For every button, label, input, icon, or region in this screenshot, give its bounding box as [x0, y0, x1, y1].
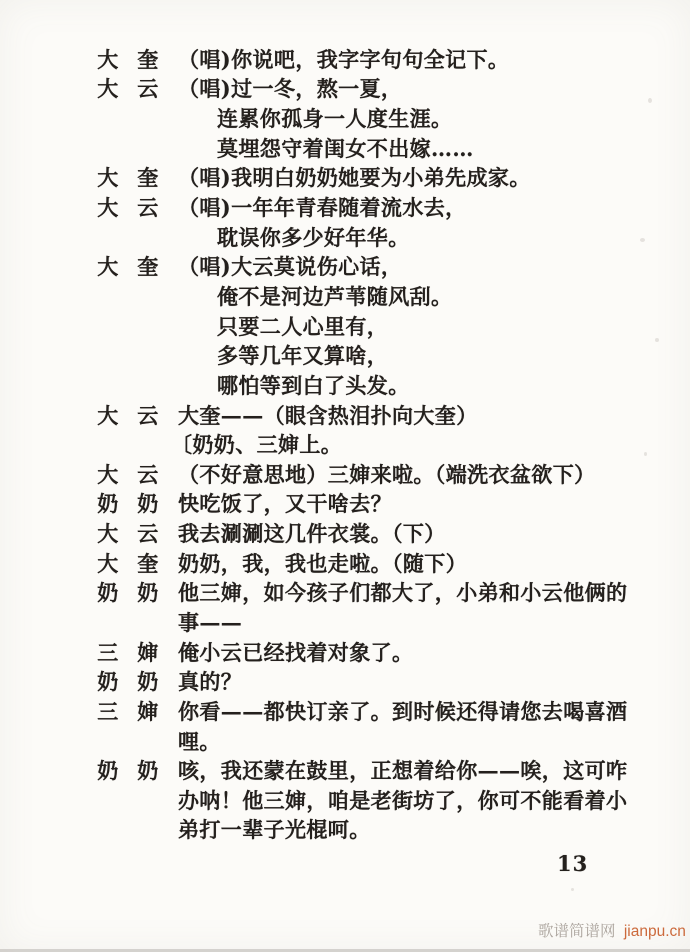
- script-line: [97, 815, 657, 845]
- speaker-name-char1: 大: [97, 195, 119, 221]
- speaker-name: [97, 548, 178, 578]
- script-line: [97, 370, 657, 400]
- line-text: 俺小云已经找着对象了。: [178, 639, 414, 665]
- script-line: [97, 311, 657, 341]
- line-text: 俺不是河边芦苇随风刮。: [217, 283, 453, 309]
- line-text: 奶奶，我，我也走啦。（随下）: [178, 550, 468, 576]
- speaker-name-char2: 婶: [137, 698, 159, 724]
- line-text: 〔奶奶、三婶上。: [171, 432, 343, 458]
- script-line: [97, 192, 657, 222]
- speaker-name: [97, 488, 178, 518]
- speaker-name: [97, 400, 178, 430]
- script-line: [97, 103, 657, 133]
- script-line: [97, 459, 657, 489]
- speaker-name-char2: 云: [137, 461, 159, 487]
- speaker-name: [97, 666, 178, 696]
- line-text: 大奎——（眼含热泪扑向大奎）: [178, 402, 478, 428]
- line-text: （唱)过一冬，熬一夏，: [178, 76, 403, 102]
- script-line: [97, 222, 657, 252]
- speaker-name: [97, 44, 178, 74]
- speaker-name-char2: 奶: [137, 491, 159, 517]
- watermark-site-url: jianpu.cn: [623, 923, 686, 940]
- script-line: [97, 666, 657, 696]
- script-line: [97, 637, 657, 667]
- speaker-name-char2: 奶: [137, 580, 159, 606]
- line-text: （唱)我明白奶奶她要为小弟先成家。: [178, 165, 531, 191]
- scan-speck: [640, 238, 645, 242]
- scan-speck: [571, 888, 574, 891]
- line-text: 弟打一辈子光棍呵。: [178, 817, 371, 843]
- speaker-name-char1: 大: [97, 76, 119, 102]
- scan-speck: [655, 338, 659, 342]
- line-text: （唱)你说吧，我字字句句全记下。: [178, 46, 510, 72]
- script-line: [97, 785, 657, 815]
- line-text: 哪怕等到白了头发。: [217, 372, 410, 398]
- speaker-name: [97, 73, 178, 103]
- line-text: （唱)一年年青春随着流水去，: [178, 195, 467, 221]
- script-line: [97, 489, 657, 519]
- speaker-name-char1: 奶: [97, 669, 119, 695]
- speaker-name: [97, 637, 178, 667]
- line-text: 多等几年又算啥，: [217, 343, 389, 369]
- speaker-name-char2: 奶: [137, 758, 159, 784]
- scan-speck: [644, 452, 647, 456]
- script-line: [97, 400, 657, 430]
- speaker-name-char2: 婶: [137, 639, 159, 665]
- speaker-name-char1: 三: [97, 639, 119, 665]
- script-line: [97, 44, 657, 74]
- speaker-name-char1: 大: [97, 550, 119, 576]
- script-line: [97, 578, 657, 608]
- line-text: 只要二人心里有，: [217, 313, 389, 339]
- script-line: [97, 429, 657, 459]
- script-line: [97, 281, 657, 311]
- line-text: 莫埋怨守着闺女不出嫁……: [217, 135, 474, 161]
- speaker-name-char1: 三: [97, 698, 119, 724]
- script-line: [97, 251, 657, 281]
- speaker-name: [97, 162, 178, 192]
- script-line: [97, 726, 657, 756]
- speaker-name-char2: 奎: [137, 550, 159, 576]
- speaker-name: [97, 518, 178, 548]
- speaker-name-char2: 奎: [137, 46, 159, 72]
- script-line: [97, 755, 657, 785]
- speaker-name-char1: 大: [97, 165, 119, 191]
- speaker-name-char2: 奎: [137, 254, 159, 280]
- speaker-name: [97, 577, 178, 607]
- speaker-name: [97, 251, 178, 281]
- line-text: 真的？: [178, 669, 243, 695]
- line-text: 事——: [178, 610, 243, 635]
- page-number: 13: [557, 851, 589, 876]
- watermark: [538, 919, 686, 941]
- speaker-name-char1: 大: [97, 461, 119, 487]
- script-line: [97, 74, 657, 104]
- script-line: [97, 518, 657, 548]
- line-text: 连累你孤身一人度生涯。: [217, 106, 453, 132]
- line-text: 他三婶，如今孩子们都大了，小弟和小云他俩的: [178, 580, 628, 606]
- speaker-name-char1: 大: [97, 46, 119, 72]
- script-lines: [97, 44, 657, 844]
- line-text: （不好意思地）三婶来啦。（端洗衣盆欲下）: [178, 461, 596, 487]
- speaker-name-char1: 大: [97, 402, 119, 428]
- line-text: 我去涮涮这几件衣裳。（下）: [178, 521, 446, 547]
- line-text: 哩。: [178, 728, 221, 754]
- speaker-name-char2: 奶: [137, 669, 159, 695]
- speaker-name-char2: 奎: [137, 165, 159, 191]
- speaker-name-char1: 奶: [97, 758, 119, 784]
- speaker-name-char2: 云: [137, 195, 159, 221]
- script-line: [97, 548, 657, 578]
- speaker-name: [97, 192, 178, 222]
- speaker-name-char2: 云: [137, 402, 159, 428]
- speaker-name-char1: 奶: [97, 491, 119, 517]
- speaker-name-char1: 大: [97, 521, 119, 547]
- script-line: [97, 607, 657, 637]
- script-line: [97, 340, 657, 370]
- line-text: 你看——都快订亲了。到时候还得请您去喝喜酒: [178, 698, 628, 724]
- line-text: 办呐！他三婶，咱是老街坊了，你可不能看着小: [178, 787, 628, 813]
- speaker-name-char1: 奶: [97, 580, 119, 606]
- watermark-site-name: 歌谱简谱网: [538, 923, 616, 940]
- speaker-name-char2: 云: [137, 521, 159, 547]
- script-line: [97, 133, 657, 163]
- speaker-name: [97, 696, 178, 726]
- line-text: （唱)大云莫说伤心话，: [178, 254, 403, 280]
- scan-speck: [648, 98, 652, 103]
- script-line: [97, 163, 657, 193]
- line-text: 耽误你多少好年华。: [217, 224, 410, 250]
- speaker-name-char1: 大: [97, 254, 119, 280]
- line-text: 快吃饭了，又干啥去？: [178, 491, 392, 517]
- line-text: 咳，我还蒙在鼓里，正想着给你——唉，这可咋: [178, 758, 628, 784]
- script-line: [97, 696, 657, 726]
- speaker-name: [97, 755, 178, 785]
- speaker-name-char2: 云: [137, 76, 159, 102]
- speaker-name: [97, 459, 178, 489]
